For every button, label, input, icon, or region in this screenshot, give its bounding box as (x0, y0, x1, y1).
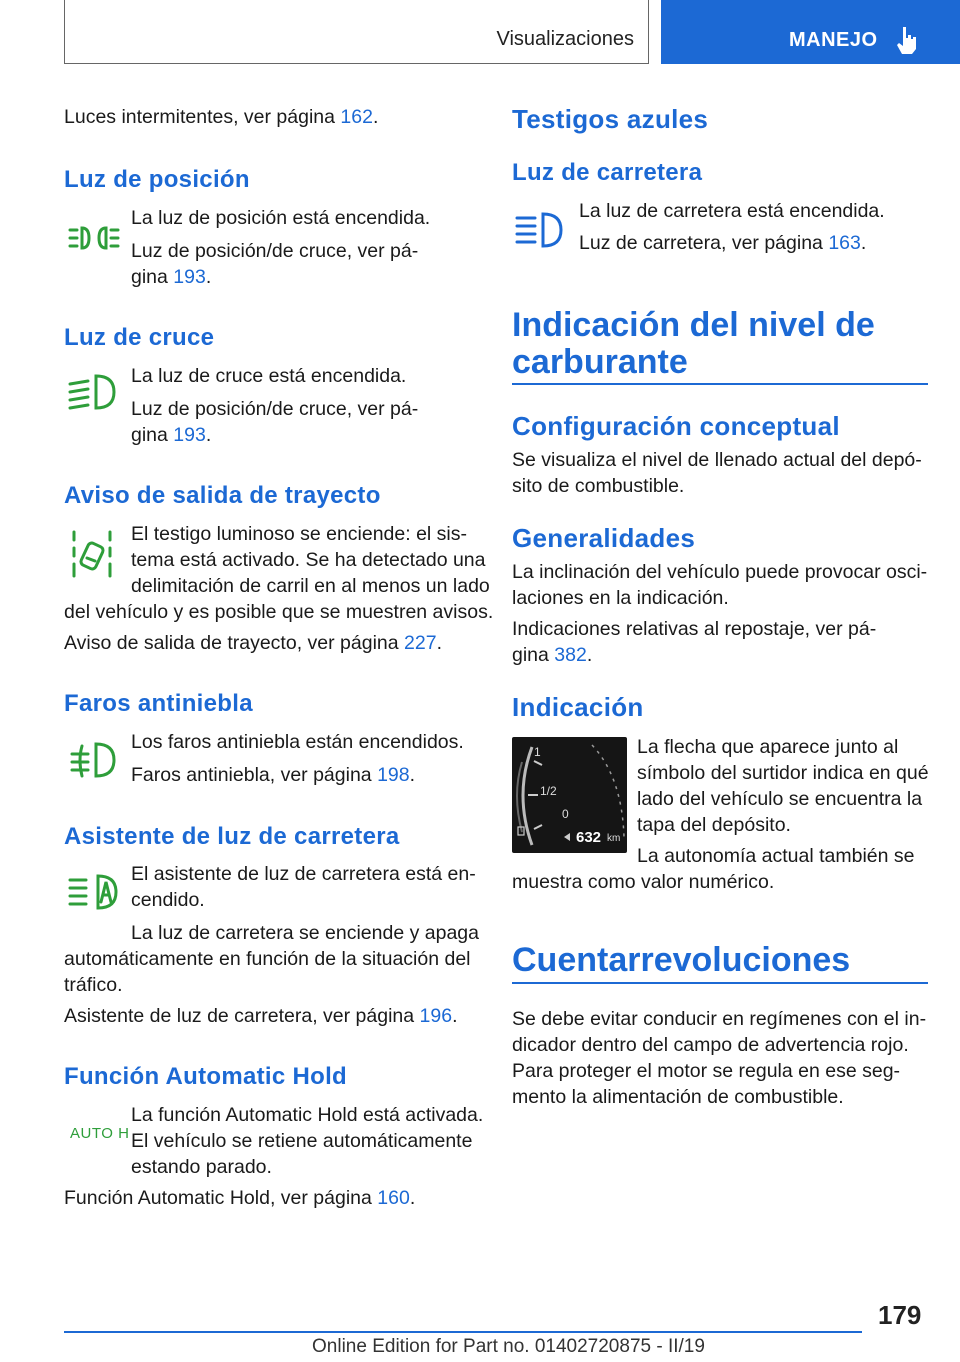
hold-line-3: estando parado. (131, 1156, 272, 1178)
generalidades-line-1: La inclinación del vehículo puede provocar osci- (512, 561, 928, 583)
header-section-box (64, 0, 649, 64)
indicacion-line-1: La flecha que aparece junto al (637, 736, 899, 758)
indicacion-line-4: tapa del depósito. (637, 814, 791, 836)
generalidades-line-3: Indicaciones relativas al repostaje, ver pá- (512, 618, 877, 640)
gauge-one-label: 1 (534, 745, 541, 759)
trayecto-line-2: tema está activado. Se ha detectado una (131, 549, 486, 571)
heading-testigos-azules: Testigos azules (512, 104, 709, 134)
low-beam-icon (68, 372, 118, 416)
heading-generalidades: Generalidades (512, 523, 696, 553)
generalidades-end: . (586, 644, 593, 666)
footer-edition: Online Edition for Part no. 01402720875 - II/19 (312, 1336, 705, 1357)
heading-luz-cruce: Luz de cruce (64, 324, 215, 351)
auto-hold-icon: AUTO H (70, 1125, 130, 1142)
hold-ref (64, 1185, 415, 1211)
page-link-227[interactable]: 227 (404, 632, 437, 654)
carretera-end: . (860, 232, 867, 254)
footer-rule (64, 1331, 862, 1333)
antiniebla-text-1: Los faros antiniebla están encendidos. (131, 731, 464, 753)
trayecto-line-4: del vehículo y es posible que se muestren avisos. (64, 601, 494, 623)
posicion-text-1: La luz de posición está encendida. (131, 207, 431, 229)
heading-indicacion: Indicación (512, 692, 644, 722)
gauge-range-unit: km (607, 833, 621, 844)
antiniebla-end: . (409, 764, 416, 786)
generalidades-gina: gina (512, 644, 555, 666)
heading-configuracion: Configuración conceptual (512, 411, 840, 441)
header-section-label: Visualizaciones (496, 28, 634, 50)
trayecto-line-1: El testigo luminoso se enciende: el sis- (131, 523, 468, 545)
page-link-198[interactable]: 198 (377, 764, 410, 786)
antiniebla-ref-text: Faros antiniebla, ver página (131, 764, 378, 786)
heading-nivel-l2: carburante (512, 343, 688, 381)
gauge-half-label: 1/2 (540, 784, 557, 798)
nivel-rule (512, 383, 928, 385)
cruce-text-1: La luz de cruce está encendida. (131, 365, 407, 387)
cruce-gina: gina (131, 424, 174, 446)
page-link-160[interactable]: 160 (377, 1187, 410, 1209)
intro-turn-signals (64, 104, 378, 130)
trayecto-ref (64, 630, 442, 656)
fuel-gauge-photo (512, 737, 627, 853)
posicion-end: . (205, 266, 212, 288)
page-link-382[interactable]: 382 (554, 644, 587, 666)
cruce-text-2b (131, 422, 211, 448)
cruce-text-2a: Luz de posición/de cruce, ver pá- (131, 398, 419, 420)
hold-line-2: El vehículo se retiene automáticamente (131, 1130, 473, 1152)
page-link-162[interactable]: 162 (340, 106, 373, 128)
page-number: 179 (878, 1300, 922, 1330)
hold-line-1: La función Automatic Hold está activada. (131, 1104, 484, 1126)
page-link-196[interactable]: 196 (419, 1005, 453, 1027)
trayecto-end: . (436, 632, 442, 654)
high-beam-assist-icon (68, 872, 118, 914)
cruce-end: . (205, 424, 212, 446)
high-beam-icon (515, 210, 565, 252)
heading-cuentarrevoluciones: Cuentarrevoluciones (512, 941, 851, 979)
cuenta-line-3: Para proteger el motor se regula en ese seg- (512, 1060, 901, 1082)
hold-ref-text: Función Automatic Hold, ver página (64, 1187, 378, 1209)
asistente-line-1: El asistente de luz de carretera está en- (131, 863, 476, 885)
indicacion-line-6: muestra como valor numérico. (512, 871, 775, 893)
heading-aviso-salida: Aviso de salida de trayecto (64, 482, 381, 509)
page-link-193-b[interactable]: 193 (173, 424, 206, 446)
indicacion-line-5: La autonomía actual también se (637, 845, 915, 867)
asistente-line-3: La luz de carretera se enciende y apaga (131, 922, 479, 944)
page-link-163[interactable]: 163 (828, 232, 861, 254)
heading-luz-carretera: Luz de carretera (512, 159, 703, 186)
posicion-text-2a: Luz de posición/de cruce, ver pá- (131, 240, 419, 262)
lane-departure-icon (70, 528, 114, 580)
trayecto-ref-text: Aviso de salida de trayecto, ver página (64, 632, 405, 654)
header-chapter-tab[interactable] (661, 0, 960, 64)
posicion-text-2b (131, 264, 211, 290)
asistente-line-4: automáticamente en función de la situación del (64, 948, 471, 970)
fog-light-icon (70, 740, 118, 782)
conceptual-line-2: sito de combustible. (512, 475, 685, 497)
carretera-ref-text: Luz de carretera, ver página (579, 232, 829, 254)
page-link-193-a[interactable]: 193 (173, 266, 206, 288)
asistente-ref-text: Asistente de luz de carretera, ver página (64, 1005, 420, 1027)
hand-pointer-icon (894, 25, 920, 55)
cuenta-line-2: dicador dentro del campo de advertencia rojo. (512, 1034, 909, 1056)
heading-faros-antiniebla: Faros antiniebla (64, 690, 253, 717)
cuenta-line-1: Se debe evitar conducir en regímenes con el in- (512, 1008, 927, 1030)
generalidades-line-2: laciones en la indicación. (512, 587, 729, 609)
cuenta-rule (512, 982, 928, 984)
gauge-range-value: 632 (576, 829, 602, 846)
antiniebla-ref (131, 762, 415, 788)
generalidades-line-4 (512, 642, 592, 668)
intro-text: Luces intermitentes, ver página (64, 106, 341, 128)
indicacion-line-3: lado del vehículo se encuentra la (637, 788, 923, 810)
trayecto-line-3: delimitación de carril en al menos un lado (131, 575, 490, 597)
position-light-icon (68, 224, 120, 252)
asistente-ref (64, 1003, 458, 1029)
hold-end: . (409, 1187, 416, 1209)
header-chapter-label: MANEJO (789, 29, 878, 51)
gauge-zero-label: 0 (562, 807, 569, 821)
posicion-gina: gina (131, 266, 174, 288)
carretera-text-1: La luz de carretera está encendida. (579, 200, 885, 222)
cuenta-line-4: mento la alimentación de combustible. (512, 1086, 844, 1108)
carretera-ref (579, 230, 866, 256)
indicacion-line-2: símbolo del surtidor indica en qué (637, 762, 929, 784)
intro-end: . (372, 106, 379, 128)
heading-nivel-l1: Indicación del nivel de (512, 306, 875, 344)
asistente-line-2: cendido. (131, 889, 205, 911)
heading-asistente-luz: Asistente de luz de carretera (64, 823, 400, 850)
heading-luz-posicion: Luz de posición (64, 166, 250, 193)
asistente-line-5: tráfico. (64, 974, 123, 996)
heading-automatic-hold: Función Automatic Hold (64, 1063, 348, 1090)
asistente-end: . (452, 1005, 458, 1027)
conceptual-line-1: Se visualiza el nivel de llenado actual del depó- (512, 449, 922, 471)
